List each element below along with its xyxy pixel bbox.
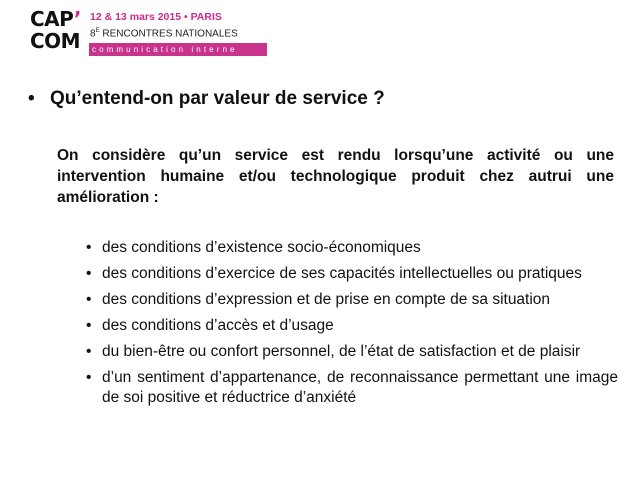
slide-title-text: Qu’entend-on par valeur de service ? (50, 88, 385, 109)
list-item: • du bien-être ou confort personnel, de l’état de satisfaction et de plaisir (86, 343, 581, 360)
list-item: • des conditions d’accès et d’usage (86, 317, 334, 334)
header (30, 8, 240, 60)
list-item: • d’un sentiment d’appartenance, de reconnaissance permettant une image de soi positive et réductrice d’anxiété (86, 369, 618, 406)
slide-title (28, 88, 385, 110)
capcom-logo (30, 8, 90, 56)
logo-text-com: COM (30, 29, 81, 53)
list-item: • des conditions d’exercice de ses capacités intellectuelles ou pratiques (86, 265, 582, 282)
event-edition: $8^E$ RENCONTRES NATIONALES (90, 28, 238, 40)
intro-paragraph: On considère qu’un service est rendu lorsqu’une activité ou une intervention humaine et/ou technologique produit chez autrui une amélioration : (57, 147, 614, 206)
logo-text-cap: CAP (30, 7, 74, 31)
logo-apostrophe: ’ (73, 7, 81, 31)
event-date: 12 & 13 mars 2015 • PARIS (90, 11, 222, 23)
list-item: • des conditions d’existence socio-économiques (86, 239, 421, 256)
title-bullet: • (28, 88, 35, 109)
event-ribbon: communication interne (89, 43, 267, 56)
list-item: • des conditions d’expression et de prise en compte de sa situation (86, 291, 551, 308)
bullet-list (86, 238, 618, 414)
